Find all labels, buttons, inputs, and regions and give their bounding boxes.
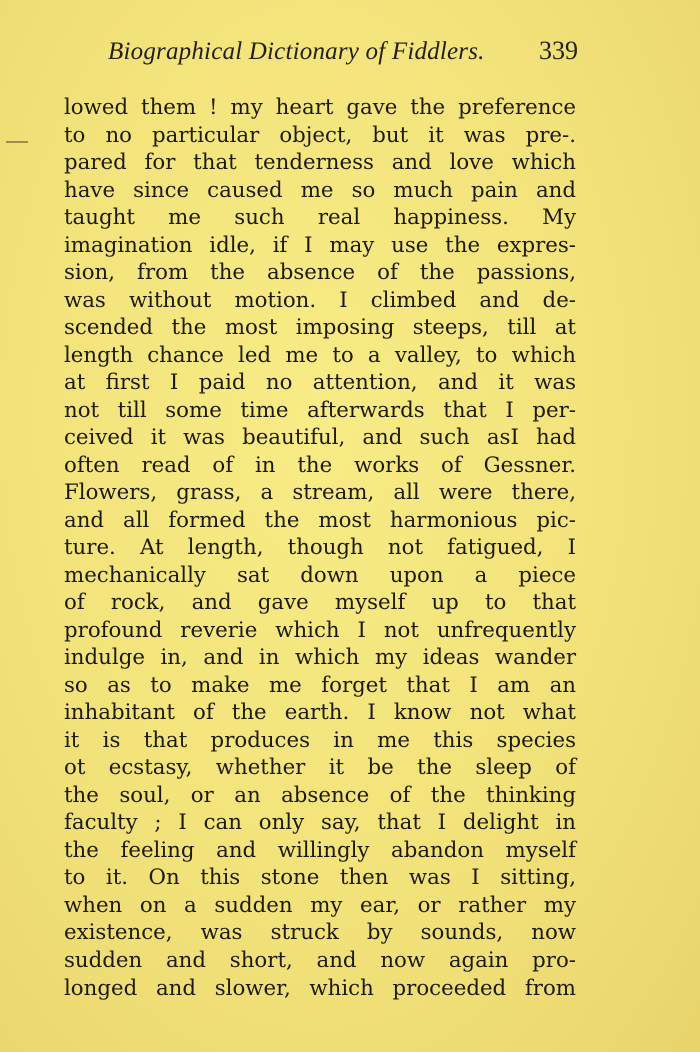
text-line: taught me such real happiness. My (64, 205, 576, 231)
text-line: have since caused me so much pain and (64, 177, 576, 203)
text-line: sudden and short, and now again pro- (64, 947, 576, 973)
text-line: ture. At length, though not fatigued, I (64, 535, 576, 561)
text-line: the feeling and willingly abandon myself (64, 837, 576, 863)
text-line: mechanically sat down upon a piece (64, 562, 576, 588)
text-line: when on a sudden my ear, or rather my (64, 892, 576, 918)
text-line: it is that produces in me this species (64, 727, 576, 753)
margin-mark (6, 141, 28, 143)
text-line: inhabitant of the earth. I know not what (64, 700, 576, 726)
text-line: pared for that tenderness and love which (64, 150, 576, 176)
text-line: not till some time afterwards that I per- (64, 397, 576, 423)
text-line: imagination idle, if I may use the expres- (64, 232, 576, 258)
text-line: so as to make me forget that I am an (64, 672, 576, 698)
text-line: ot ecstasy, whether it be the sleep of (64, 755, 576, 781)
text-line: to no particular object, but it was pre-. (64, 122, 576, 148)
text-line: often read of in the works of Gessner. (64, 452, 576, 478)
text-line: ceived it was beautiful, and such asI had (64, 425, 576, 451)
page-number: 339 (539, 36, 578, 65)
running-head (108, 36, 578, 72)
body-text (64, 94, 576, 1002)
running-title: Biographical Dictionary of Fiddlers. (108, 38, 485, 65)
text-line: length chance led me to a valley, to which (64, 342, 576, 368)
text-line: Flowers, grass, a stream, all were there, (64, 480, 576, 506)
text-line: scended the most imposing steeps, till at (64, 315, 576, 341)
text-line: profound reverie which I not unfrequently (64, 617, 576, 643)
text-line: at first I paid no attention, and it was (64, 370, 576, 396)
text-line: the soul, or an absence of the thinking (64, 782, 576, 808)
text-line: existence, was struck by sounds, now (64, 920, 576, 946)
text-line: faculty ; I can only say, that I delight in (64, 810, 576, 836)
text-line: and all formed the most harmonious pic- (64, 507, 576, 533)
text-line: sion, from the absence of the passions, (64, 260, 576, 286)
text-line: to it. On this stone then was I sitting, (64, 865, 576, 891)
text-line: longed and slower, which proceeded from (64, 975, 576, 1001)
text-line: of rock, and gave myself up to that (64, 590, 576, 616)
text-line: was without motion. I climbed and de- (64, 287, 576, 313)
text-line: indulge in, and in which my ideas wander (64, 645, 576, 671)
text-line: lowed them ! my heart gave the preference (64, 95, 576, 120)
